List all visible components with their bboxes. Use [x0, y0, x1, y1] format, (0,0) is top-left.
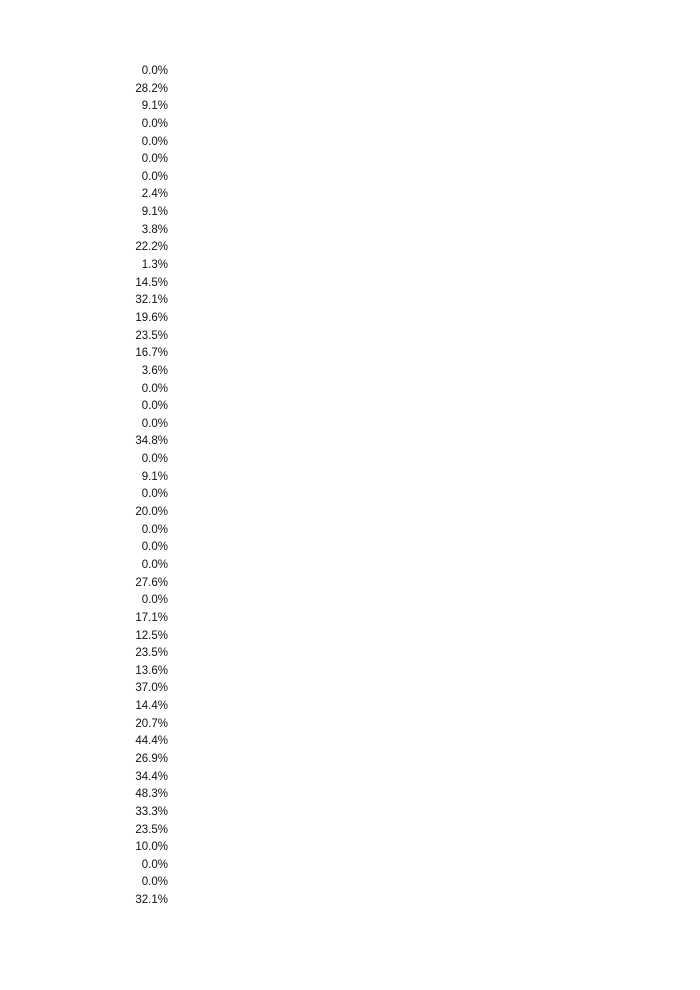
percent-cell: 14.5% [135, 276, 168, 289]
percent-cell: 2.4% [141, 188, 168, 201]
percent-cell: 23.5% [135, 823, 168, 836]
percent-cell: 22.2% [135, 241, 168, 254]
percent-cell: 0.0% [141, 117, 168, 130]
percent-cell: 44.4% [135, 735, 168, 748]
percent-cell: 0.0% [141, 488, 168, 501]
percent-cell: 9.1% [141, 206, 168, 219]
percent-cell: 27.6% [135, 576, 168, 589]
percent-cell: 13.6% [135, 664, 168, 677]
percent-cell: 0.0% [141, 170, 168, 183]
percent-cell: 33.3% [135, 805, 168, 818]
percent-cell: 0.0% [141, 541, 168, 554]
percent-cell: 12.5% [135, 629, 168, 642]
percent-cell: 10.0% [135, 841, 168, 854]
percent-cell: 0.0% [141, 135, 168, 148]
percent-cell: 23.5% [135, 329, 168, 342]
percent-cell: 17.1% [135, 611, 168, 624]
percent-cell: 20.0% [135, 506, 168, 519]
percent-cell: 0.0% [141, 417, 168, 430]
percent-cell: 0.0% [141, 153, 168, 166]
percent-cell: 3.6% [141, 364, 168, 377]
percent-cell: 34.4% [135, 770, 168, 783]
percent-cell: 0.0% [141, 400, 168, 413]
percent-cell: 26.9% [135, 752, 168, 765]
percent-cell: 23.5% [135, 647, 168, 660]
percent-cell: 28.2% [135, 82, 168, 95]
percent-cell: 0.0% [141, 876, 168, 889]
percent-cell: 0.0% [141, 858, 168, 871]
percent-cell: 16.7% [135, 347, 168, 360]
percent-cell: 20.7% [135, 717, 168, 730]
percent-cell: 34.8% [135, 435, 168, 448]
percent-cell: 32.1% [135, 894, 168, 907]
percent-column [100, 63, 168, 910]
percent-cell: 32.1% [135, 294, 168, 307]
percent-cell: 0.0% [141, 65, 168, 77]
percent-cell: 0.0% [141, 594, 168, 607]
percent-cell: 48.3% [135, 788, 168, 801]
percent-cell: 14.4% [135, 700, 168, 713]
percent-cell: 9.1% [141, 470, 168, 483]
percent-cell: 1.3% [141, 259, 168, 272]
percent-cell: 0.0% [141, 453, 168, 466]
percent-cell: 0.0% [141, 523, 168, 536]
percent-cell: 9.1% [141, 100, 168, 113]
percent-cell: 3.8% [141, 223, 168, 236]
percent-cell: 37.0% [135, 682, 168, 695]
percent-cell: 0.0% [141, 382, 168, 395]
percent-cell: 0.0% [141, 558, 168, 571]
percent-cell: 19.6% [135, 311, 168, 324]
